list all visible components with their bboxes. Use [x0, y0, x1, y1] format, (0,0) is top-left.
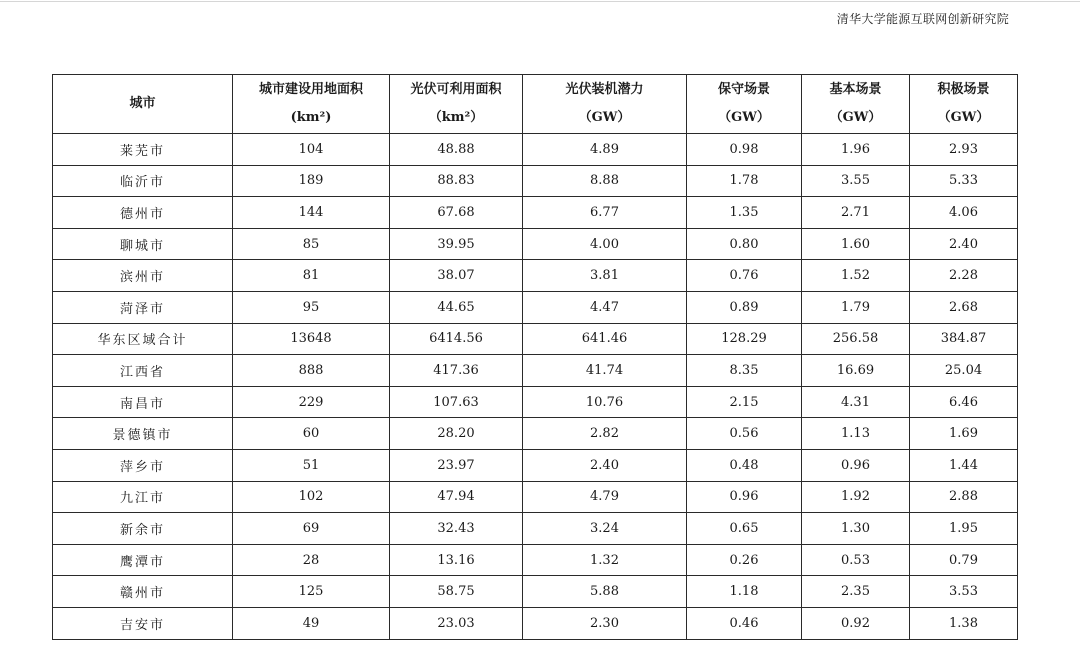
- built-area-cell: 104: [233, 134, 390, 166]
- basic-cell: 2.71: [802, 197, 910, 229]
- basic-cell: 16.69: [802, 355, 910, 387]
- conservative-cell: 128.29: [687, 323, 802, 355]
- column-header-label: 光伏可利用面积: [410, 82, 502, 97]
- column-header-label: 保守场景: [717, 82, 770, 97]
- pv-area-cell: 39.95: [390, 228, 523, 260]
- conservative-cell: 8.35: [687, 355, 802, 387]
- city-cell: 菏泽市: [53, 291, 233, 323]
- column-header-unit: （GW）: [829, 110, 882, 125]
- basic-cell: 2.35: [802, 576, 910, 608]
- column-header-conservative: [687, 75, 802, 134]
- active-cell: 384.87: [910, 323, 1018, 355]
- pv-potential-cell: 8.88: [523, 165, 687, 197]
- column-header-built-area: [233, 75, 390, 134]
- city-cell: 萍乡市: [53, 449, 233, 481]
- built-area-cell: 13648: [233, 323, 390, 355]
- conservative-cell: 0.98: [687, 134, 802, 166]
- active-cell: 2.40: [910, 228, 1018, 260]
- institution-header: 清华大学能源互联网创新研究院: [836, 12, 1009, 26]
- built-area-cell: 85: [233, 228, 390, 260]
- table-row: [53, 165, 1018, 197]
- active-cell: 2.28: [910, 260, 1018, 292]
- conservative-cell: 0.56: [687, 418, 802, 450]
- city-cell: 滨州市: [53, 260, 233, 292]
- built-area-cell: 60: [233, 418, 390, 450]
- pv-area-cell: 32.43: [390, 513, 523, 545]
- column-header-unit: （GW）: [937, 110, 990, 125]
- table-row: [53, 481, 1018, 513]
- basic-cell: 1.30: [802, 513, 910, 545]
- city-cell: 莱芜市: [53, 134, 233, 166]
- table-row: [53, 576, 1018, 608]
- active-cell: 1.69: [910, 418, 1018, 450]
- table-row: [53, 323, 1018, 355]
- active-cell: 2.88: [910, 481, 1018, 513]
- column-header-label: 积极场景: [937, 82, 990, 97]
- conservative-cell: 0.46: [687, 607, 802, 639]
- city-cell: 聊城市: [53, 228, 233, 260]
- pv-potential-cell: 10.76: [523, 386, 687, 418]
- pv-potential-cell: 2.40: [523, 449, 687, 481]
- table-row: [53, 197, 1018, 229]
- basic-cell: 256.58: [802, 323, 910, 355]
- pv-area-cell: 58.75: [390, 576, 523, 608]
- pv-potential-cell: 2.82: [523, 418, 687, 450]
- active-cell: 4.06: [910, 197, 1018, 229]
- active-cell: 2.68: [910, 291, 1018, 323]
- basic-cell: 4.31: [802, 386, 910, 418]
- conservative-cell: 0.65: [687, 513, 802, 545]
- active-cell: 25.04: [910, 355, 1018, 387]
- active-cell: 1.95: [910, 513, 1018, 545]
- pv-area-cell: 417.36: [390, 355, 523, 387]
- data-table: [52, 74, 1018, 640]
- conservative-cell: 0.96: [687, 481, 802, 513]
- column-header-basic: [802, 75, 910, 134]
- pv-area-cell: 23.03: [390, 607, 523, 639]
- conservative-cell: 2.15: [687, 386, 802, 418]
- city-cell: 临沂市: [53, 165, 233, 197]
- table-row: [53, 449, 1018, 481]
- column-header-label: 基本场景: [829, 82, 882, 97]
- column-header-label: 城市建设用地面积: [258, 82, 363, 97]
- basic-cell: 1.92: [802, 481, 910, 513]
- column-header-unit: （GW）: [718, 110, 770, 125]
- pv-potential-cell: 4.79: [523, 481, 687, 513]
- pv-potential-cell: 6.77: [523, 197, 687, 229]
- pv-potential-cell: 3.81: [523, 260, 687, 292]
- pv-area-cell: 6414.56: [390, 323, 523, 355]
- city-cell: 江西省: [53, 355, 233, 387]
- active-cell: 1.38: [910, 607, 1018, 639]
- column-header-unit: （km²）: [428, 110, 484, 125]
- built-area-cell: 229: [233, 386, 390, 418]
- column-header-pv-area: [390, 75, 523, 134]
- table-row: [53, 260, 1018, 292]
- city-cell: 新余市: [53, 513, 233, 545]
- built-area-cell: 69: [233, 513, 390, 545]
- city-cell: 赣州市: [53, 576, 233, 608]
- pv-potential-cell: 1.32: [523, 544, 687, 576]
- column-header-label: 城市: [129, 96, 156, 111]
- column-header-label: 光伏装机潜力: [565, 82, 644, 97]
- conservative-cell: 0.26: [687, 544, 802, 576]
- pv-area-cell: 13.16: [390, 544, 523, 576]
- table-row: [53, 513, 1018, 545]
- table-row: [53, 386, 1018, 418]
- table-row: [53, 418, 1018, 450]
- built-area-cell: 125: [233, 576, 390, 608]
- table-row: [53, 544, 1018, 576]
- pv-area-cell: 38.07: [390, 260, 523, 292]
- conservative-cell: 1.35: [687, 197, 802, 229]
- city-cell: 吉安市: [53, 607, 233, 639]
- conservative-cell: 0.76: [687, 260, 802, 292]
- basic-cell: 1.13: [802, 418, 910, 450]
- active-cell: 3.53: [910, 576, 1018, 608]
- table-row: [53, 228, 1018, 260]
- built-area-cell: 51: [233, 449, 390, 481]
- pv-potential-cell: 2.30: [523, 607, 687, 639]
- pv-potential-cell: 3.24: [523, 513, 687, 545]
- city-cell: 九江市: [53, 481, 233, 513]
- conservative-cell: 0.89: [687, 291, 802, 323]
- basic-cell: 0.92: [802, 607, 910, 639]
- city-cell: 德州市: [53, 197, 233, 229]
- table-row: [53, 291, 1018, 323]
- city-cell: 华东区域合计: [53, 323, 233, 355]
- basic-cell: 1.52: [802, 260, 910, 292]
- built-area-cell: 888: [233, 355, 390, 387]
- basic-cell: 3.55: [802, 165, 910, 197]
- built-area-cell: 49: [233, 607, 390, 639]
- header-row: [53, 75, 1018, 134]
- pv-area-cell: 107.63: [390, 386, 523, 418]
- column-header-unit: （GW）: [578, 110, 631, 125]
- column-header-active: [910, 75, 1018, 134]
- city-cell: 南昌市: [53, 386, 233, 418]
- active-cell: 1.44: [910, 449, 1018, 481]
- pv-area-cell: 88.83: [390, 165, 523, 197]
- column-header-city: [53, 75, 233, 134]
- pv-area-cell: 44.65: [390, 291, 523, 323]
- basic-cell: 1.96: [802, 134, 910, 166]
- conservative-cell: 0.48: [687, 449, 802, 481]
- built-area-cell: 189: [233, 165, 390, 197]
- basic-cell: 1.79: [802, 291, 910, 323]
- pv-area-cell: 67.68: [390, 197, 523, 229]
- table-row: [53, 134, 1018, 166]
- pv-area-cell: 47.94: [390, 481, 523, 513]
- basic-cell: 1.60: [802, 228, 910, 260]
- column-header-unit: (km²): [290, 110, 332, 125]
- pv-potential-cell: 41.74: [523, 355, 687, 387]
- built-area-cell: 144: [233, 197, 390, 229]
- pv-area-cell: 23.97: [390, 449, 523, 481]
- active-cell: 0.79: [910, 544, 1018, 576]
- table-body: [53, 134, 1018, 640]
- pv-potential-cell: 4.47: [523, 291, 687, 323]
- conservative-cell: 1.18: [687, 576, 802, 608]
- basic-cell: 0.53: [802, 544, 910, 576]
- column-header-pv-potential: [523, 75, 687, 134]
- pv-potential-cell: 4.89: [523, 134, 687, 166]
- top-rule: [0, 1, 1080, 2]
- built-area-cell: 28: [233, 544, 390, 576]
- built-area-cell: 95: [233, 291, 390, 323]
- table-row: [53, 355, 1018, 387]
- table-row: [53, 607, 1018, 639]
- conservative-cell: 0.80: [687, 228, 802, 260]
- pv-area-cell: 48.88: [390, 134, 523, 166]
- built-area-cell: 102: [233, 481, 390, 513]
- pv-area-cell: 28.20: [390, 418, 523, 450]
- pv-potential-cell: 4.00: [523, 228, 687, 260]
- basic-cell: 0.96: [802, 449, 910, 481]
- city-cell: 景德镇市: [53, 418, 233, 450]
- built-area-cell: 81: [233, 260, 390, 292]
- conservative-cell: 1.78: [687, 165, 802, 197]
- active-cell: 6.46: [910, 386, 1018, 418]
- active-cell: 5.33: [910, 165, 1018, 197]
- city-cell: 鹰潭市: [53, 544, 233, 576]
- pv-potential-cell: 641.46: [523, 323, 687, 355]
- pv-potential-cell: 5.88: [523, 576, 687, 608]
- active-cell: 2.93: [910, 134, 1018, 166]
